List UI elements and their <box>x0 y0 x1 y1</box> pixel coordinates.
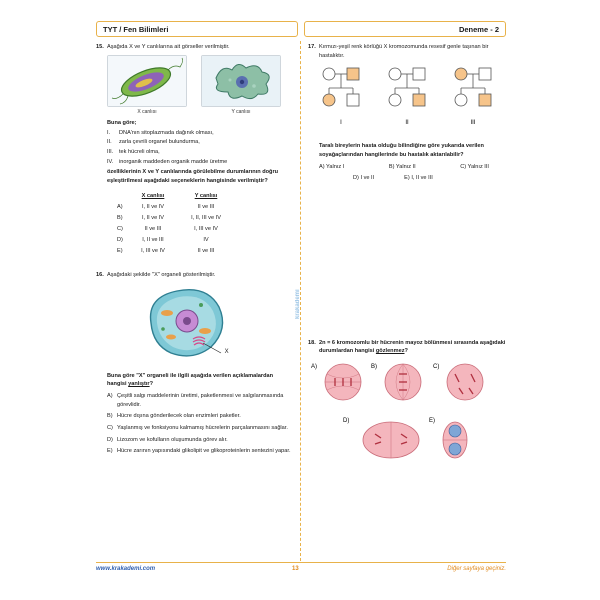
cell-b <box>385 364 421 400</box>
cell-d <box>363 422 419 458</box>
pedigree-label-3: III <box>470 120 476 127</box>
option-item: C) Yaşlanmış ve fonksiyonu kalmamış hücrelerin parçalanmasını sağlar. <box>107 424 288 431</box>
col-x-header: X canlısı <box>141 192 165 199</box>
option-item: E) Hücre zarının yapısındaki glikolipit ve glikoproteinlerin sentezini yapar. <box>107 448 291 455</box>
image-x-label: X canlısı <box>137 109 157 116</box>
question-prompt: Buna göre "X" organeli ile ilgili aşağıda verilen açıklamalardan hangisi yanlıştır? <box>107 372 274 388</box>
question-text: Aşağıdaki şekilde "X" organeli gösterilmiştir. <box>107 271 216 278</box>
option-c: C) Yalnız III <box>460 164 489 171</box>
question-text: Kırmızı-yeşil renk körlüğü X kromozomunda resesif genle taşınan bir hastalıktır. <box>319 44 489 59</box>
pedigree-charts <box>319 66 505 136</box>
question-18 <box>308 339 506 474</box>
table-row: E) I, III ve IV II ve III <box>117 247 215 254</box>
table-row: D) I, II ve III IV <box>117 236 209 243</box>
cell-label-e: E) <box>429 417 435 424</box>
table-row: B) I, II ve IV I, II, III ve IV <box>117 214 221 221</box>
statement-item: III. tek hücreli olma, <box>107 149 160 156</box>
header-right: Deneme - 2 <box>304 21 506 37</box>
question-number: 16. <box>96 271 104 278</box>
question-15 <box>96 43 294 257</box>
cell-label-c: C) <box>433 363 440 370</box>
bacterium-image <box>107 55 187 107</box>
left-column <box>96 43 294 459</box>
option-a: A) Yalnız I <box>319 164 345 171</box>
pedigree-label-2: II <box>405 120 409 127</box>
col-y-header: Y canlısı <box>194 192 218 199</box>
statement-item: I. DNA'nın sitoplazmada dağınık olması, <box>107 129 214 136</box>
statement-list <box>107 129 294 167</box>
organelle-x-label: X <box>224 349 229 356</box>
table-row: C) II ve III I, III ve IV <box>117 225 218 232</box>
option-item: D) Lizozom ve kofulların oluşumunda görev alır. <box>107 436 228 443</box>
meiosis-cells <box>309 360 495 470</box>
cell-a <box>325 364 361 400</box>
right-column <box>308 43 506 474</box>
pedigree-2 <box>389 68 425 106</box>
option-item: A) Çeşitli salgı maddelerinin üretimi, paketlenmesi ve salgılanmasında görevlidir. <box>107 392 284 408</box>
answer-table <box>117 191 237 257</box>
pedigree-1 <box>323 68 359 106</box>
cell-label-b: B) <box>371 363 377 370</box>
question-prompt: Taralı bireylerin hasta olduğu bilindiğine göre yukarıda verilen soyağaçlarından hangilerinde bu hastalık aktarılabilir? <box>319 142 484 158</box>
option-item: B) Hücre dışına gönderilecek olan enzimleri paketler. <box>107 413 241 420</box>
options-row-2 <box>353 174 506 183</box>
exam-page <box>96 21 506 576</box>
pedigree-label-1: I <box>340 120 342 127</box>
question-17 <box>308 43 506 183</box>
question-prompt: 2n = 6 kromozomlu bir hücrenin mayoz bölünmesi sırasında aşağıdaki durumlardan hangisi gözlenmez? <box>319 339 506 355</box>
options-row-1 <box>319 163 489 172</box>
table-row: A) I, II ve IV II ve III <box>117 203 215 210</box>
question-prompt: özelliklerinin X ve Y canlılarında görülebilme durumlarının doğru eşleştirilmesi aşağıdaki seçeneklerin hangisinde verilmiştir? <box>107 169 279 184</box>
footer-url[interactable]: www.krakademi.com <box>96 566 156 572</box>
amoeba-image <box>201 55 281 107</box>
organelle-image <box>141 283 294 367</box>
statement-item: IV. inorganik maddeden organik madde üretme <box>107 158 228 165</box>
animal-cell-icon <box>141 283 231 363</box>
bacterium-icon <box>108 56 186 106</box>
question-16 <box>96 271 294 456</box>
watermark: krakademi <box>295 289 301 319</box>
options-list <box>107 392 294 456</box>
option-d: D) I ve II <box>353 174 375 181</box>
pedigree-3 <box>455 68 491 106</box>
footer-line <box>96 562 506 563</box>
question-number: 17. <box>308 44 316 50</box>
question-number: 15. <box>96 44 104 50</box>
cell-c <box>447 364 483 400</box>
next-page-note: Diğer sayfaya geçiniz. <box>447 566 506 572</box>
buna-gore: Buna göre; <box>107 120 137 127</box>
statement-item: II. zarla çevrili organel bulundurma, <box>107 139 200 146</box>
page-number: 13 <box>292 566 299 572</box>
image-y-label: Y canlısı <box>231 109 251 116</box>
question-text: Aşağıda X ve Y canlılarına ait görseller verilmiştir. <box>107 44 230 50</box>
header-left: TYT / Fen Bilimleri <box>96 21 298 37</box>
amoeba-icon <box>202 56 280 106</box>
cell-e <box>443 422 467 458</box>
option-b: B) Yalnız II <box>388 164 416 171</box>
question-number: 18. <box>308 339 316 346</box>
cell-label-d: D) <box>343 417 350 424</box>
option-e: E) I, II ve III <box>404 174 433 181</box>
cell-label-a: A) <box>311 363 317 370</box>
